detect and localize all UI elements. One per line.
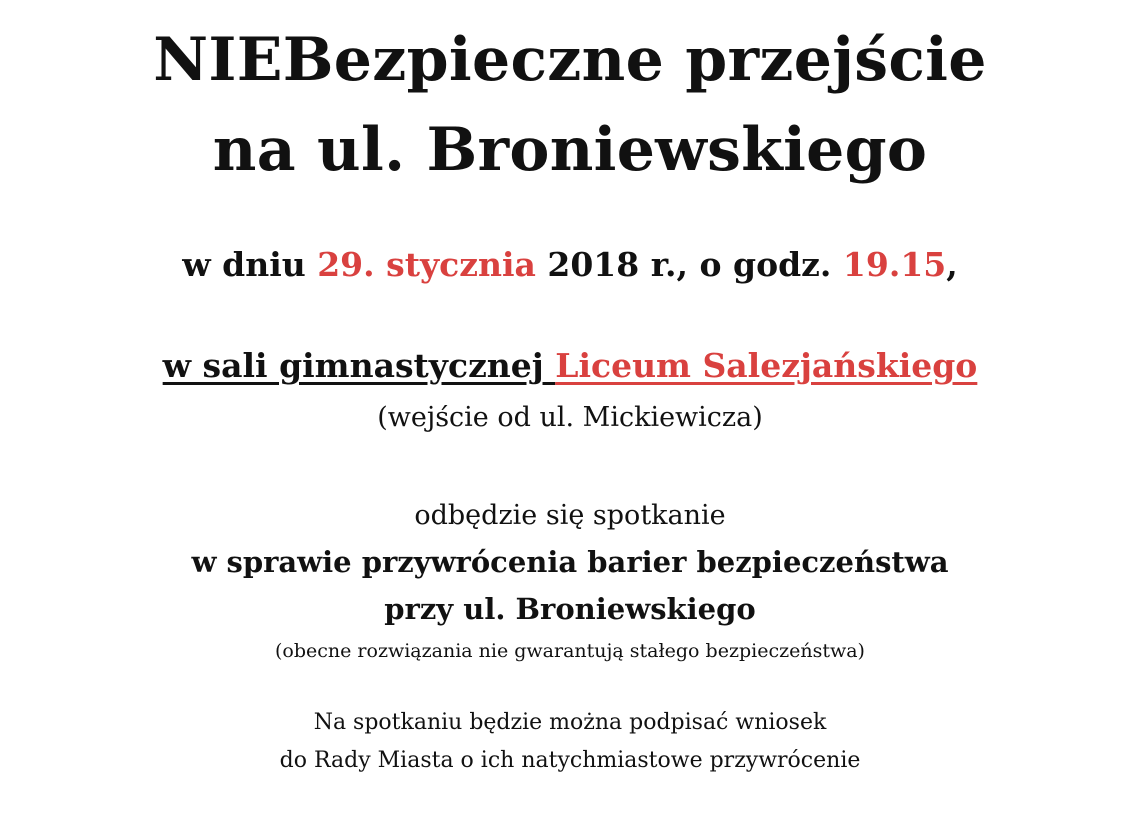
date-prefix: w dniu	[182, 245, 318, 284]
title-line-1: NIEBezpieczne przejście	[153, 25, 987, 95]
date-middle: 2018 r., o godz.	[535, 245, 843, 284]
petition-line-1: Na spotkaniu będzie można podpisać wniosek	[313, 710, 827, 735]
meeting-topic-line-1: w sprawie przywrócenia barier bezpieczeństwa	[191, 545, 949, 579]
meeting-time: 19.15	[842, 245, 947, 284]
venue-line	[0, 343, 1140, 389]
meeting-note: (obecne rozwiązania nie gwarantują stałego bezpieczeństwa)	[275, 640, 865, 662]
meeting-intro: odbędzie się spotkanie	[414, 500, 726, 531]
title-line-2: na ul. Broniewskiego	[212, 115, 928, 185]
meeting-date-line	[0, 243, 1140, 287]
venue-prefix: w sali gimnastycznej	[162, 346, 556, 385]
meeting-topic-line-2: przy ul. Broniewskiego	[384, 592, 756, 626]
venue-entrance: (wejście od ul. Mickiewicza)	[377, 402, 763, 433]
date-suffix: ,	[946, 245, 958, 284]
petition-line-2: do Rady Miasta o ich natychmiastowe przywrócenie	[279, 748, 861, 773]
venue-name: Liceum Salezjańskiego	[555, 346, 978, 385]
meeting-date: 29. stycznia	[317, 245, 536, 284]
